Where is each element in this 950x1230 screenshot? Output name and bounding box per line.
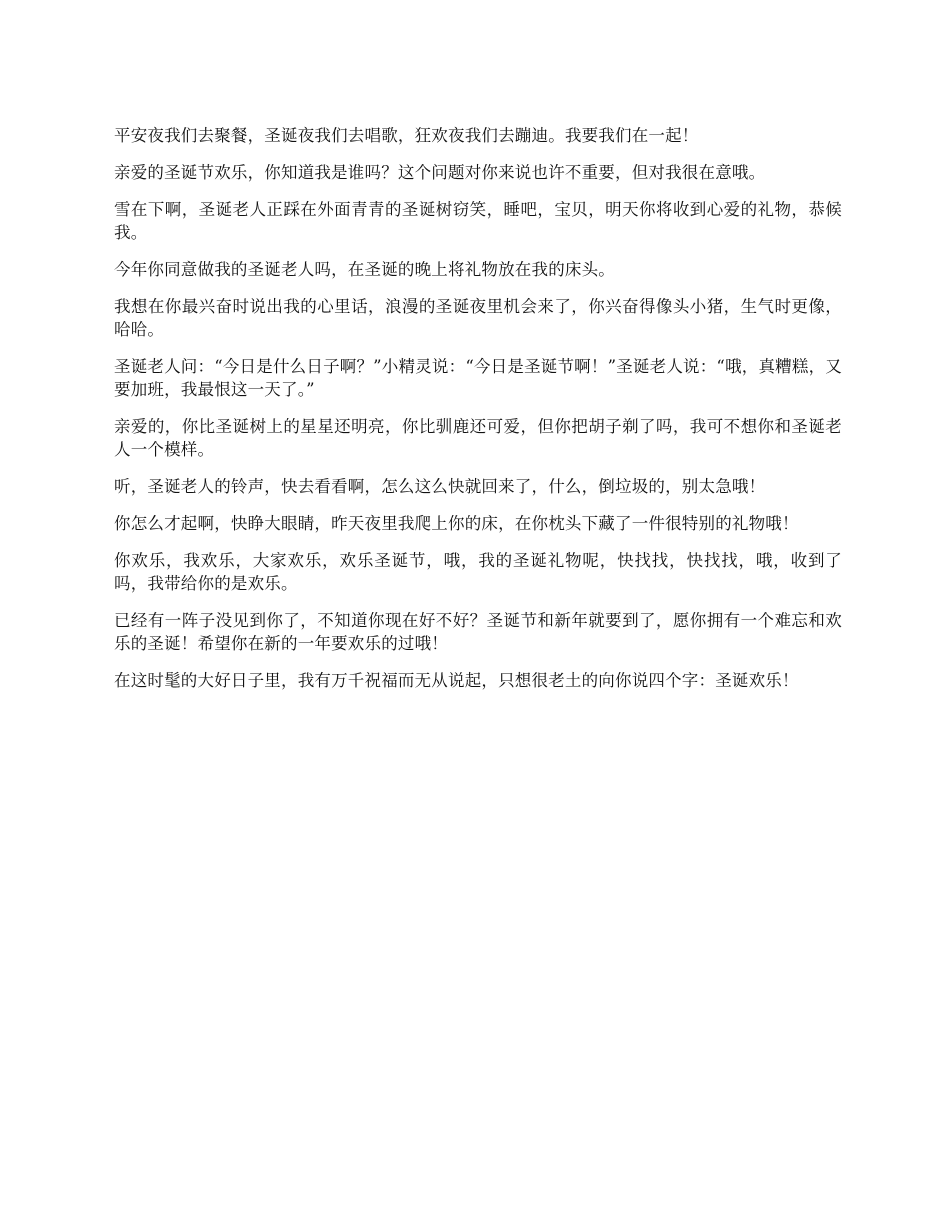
paragraph: 平安夜我们去聚餐，圣诞夜我们去唱歌，狂欢夜我们去蹦迪。我要我们在一起！ [114,126,699,145]
paragraph: 已经有一阵子没见到你了，不知道你现在好不好？圣诞节和新年就要到了，愿你拥有一个难忘和欢乐的圣诞！希望你在新的一年要欢乐的过哦！ [114,611,842,653]
paragraph: 雪在下啊，圣诞老人正踩在外面青青的圣诞树窃笑，睡吧，宝贝，明天你将收到心爱的礼物，恭候我。 [114,200,842,242]
paragraph: 圣诞老人问：“今日是什么日子啊？”小精灵说：“今日是圣诞节啊！”圣诞老人说：“哦，真糟糕，又要加班，我最恨这一天了。” [114,357,842,399]
paragraph: 亲爱的圣诞节欢乐，你知道我是谁吗？这个问题对你来说也许不重要，但对我很在意哦。 [114,163,766,182]
paragraph: 今年你同意做我的圣诞老人吗，在圣诞的晚上将礼物放在我的床头。 [114,260,615,279]
paragraph: 亲爱的，你比圣诞树上的星星还明亮，你比驯鹿还可爱，但你把胡子剃了吗，我可不想你和圣诞老人一个模样。 [114,417,842,459]
paragraph: 我想在你最兴奋时说出我的心里话，浪漫的圣诞夜里机会来了，你兴奋得像头小猪，生气时更像，哈哈。 [114,297,842,339]
document-body [114,124,842,706]
paragraph: 在这时髦的大好日子里，我有万千祝福而无从说起，只想很老土的向你说四个字：圣诞欢乐！ [114,671,799,690]
paragraph: 你怎么才起啊，快睁大眼睛，昨天夜里我爬上你的床，在你枕头下藏了一件很特别的礼物哦！ [114,514,799,533]
paragraph: 听，圣诞老人的铃声，快去看看啊，怎么这么快就回来了，什么，倒垃圾的，别太急哦！ [114,477,766,496]
paragraph: 你欢乐，我欢乐，大家欢乐，欢乐圣诞节，哦，我的圣诞礼物呢，快找找，快找找，哦，收到了吗，我带给你的是欢乐。 [114,551,842,593]
